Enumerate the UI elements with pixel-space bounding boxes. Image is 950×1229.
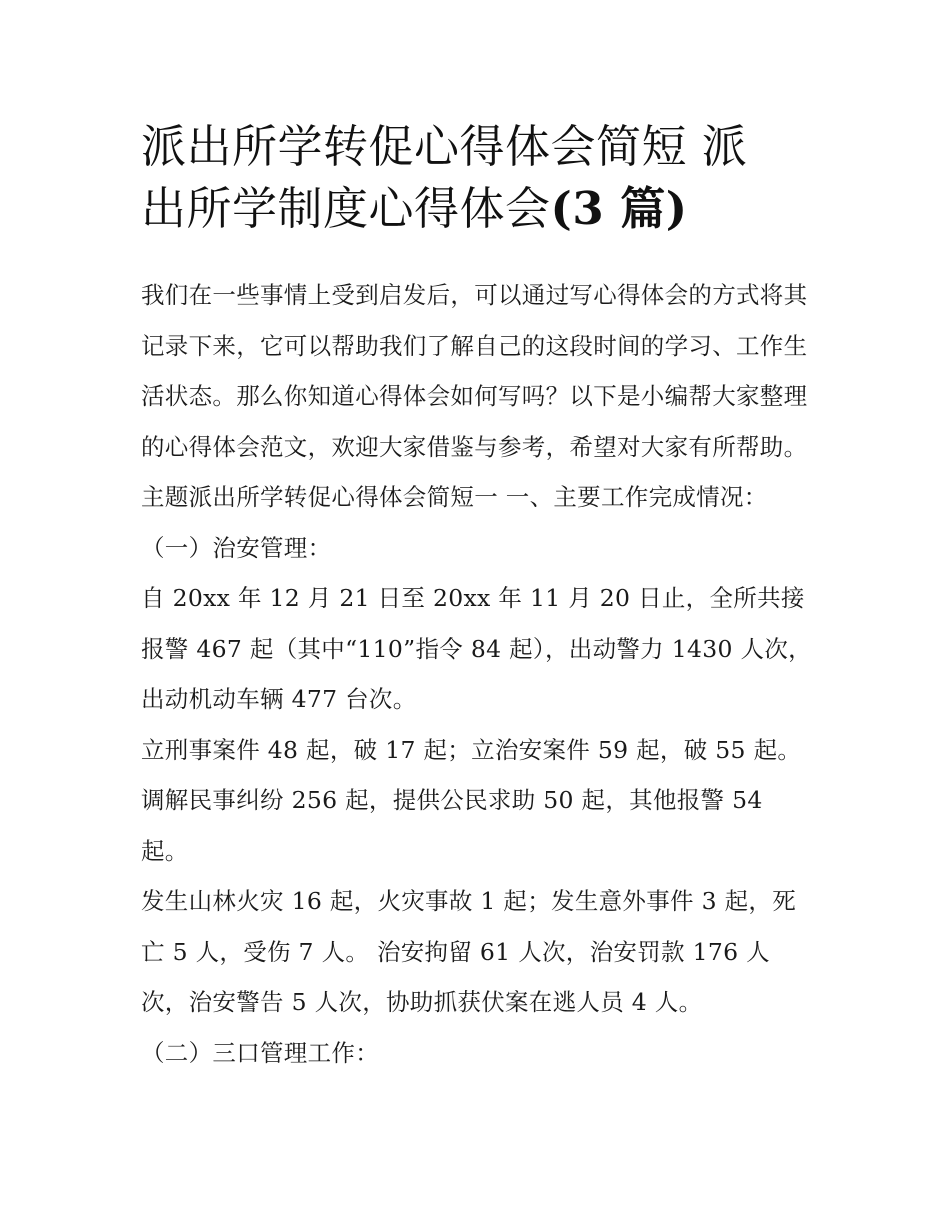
title-paren-open: ( xyxy=(550,182,573,235)
document-title xyxy=(141,116,813,240)
body-paragraph: 发生山林火灾 16 起，火灾事故 1 起；发生意外事件 3 起，死亡 5 人，受伤 7 人。 治安拘留 61 人次，治安罚款 176 人次，治安警告 5 人次，协助抓获伏案在逃人员 4 人。 xyxy=(141,887,797,1016)
subsection-heading-security: （一）治安管理： xyxy=(141,533,332,562)
intro-paragraph: 我们在一些事情上受到启发后，可以通过写心得体会的方式将其记录下来，它可以帮助我们了解自己的这段时间的学习、工作生活状态。那么你知道心得体会如何写吗？以下是小编帮大家整理的心得体会范文，欢迎大家借鉴与参考，希望对大家有所帮助。 xyxy=(141,281,808,461)
document-body xyxy=(141,472,813,1078)
title-line-1: 派出所学转促心得体会简短 派 xyxy=(141,120,748,173)
subsection-heading-population: （二）三口管理工作： xyxy=(141,1038,379,1067)
body-paragraph: 立刑事案件 48 起，破 17 起；立治安案件 59 起，破 55 起。 调解民事纠纷 256 起，提供公民求助 50 起，其他报警 54 起。 xyxy=(141,735,802,865)
title-suffix: 篇) xyxy=(604,182,688,235)
title-count: 3 xyxy=(572,182,605,235)
body-paragraph: 自 20xx 年 12 月 21 日至 20xx 年 11 月 20 日止，全所共接报警 467 起（其中“110”指令 84 起），出动警力 1430 人次，出动机动车辆 477 台次。 xyxy=(141,584,812,713)
document-page xyxy=(141,116,813,1078)
section-heading-main: 主题派出所学转促心得体会简短一 一、主要工作完成情况： xyxy=(141,483,768,511)
title-line-2: 出所学制度心得体会 xyxy=(141,182,551,235)
